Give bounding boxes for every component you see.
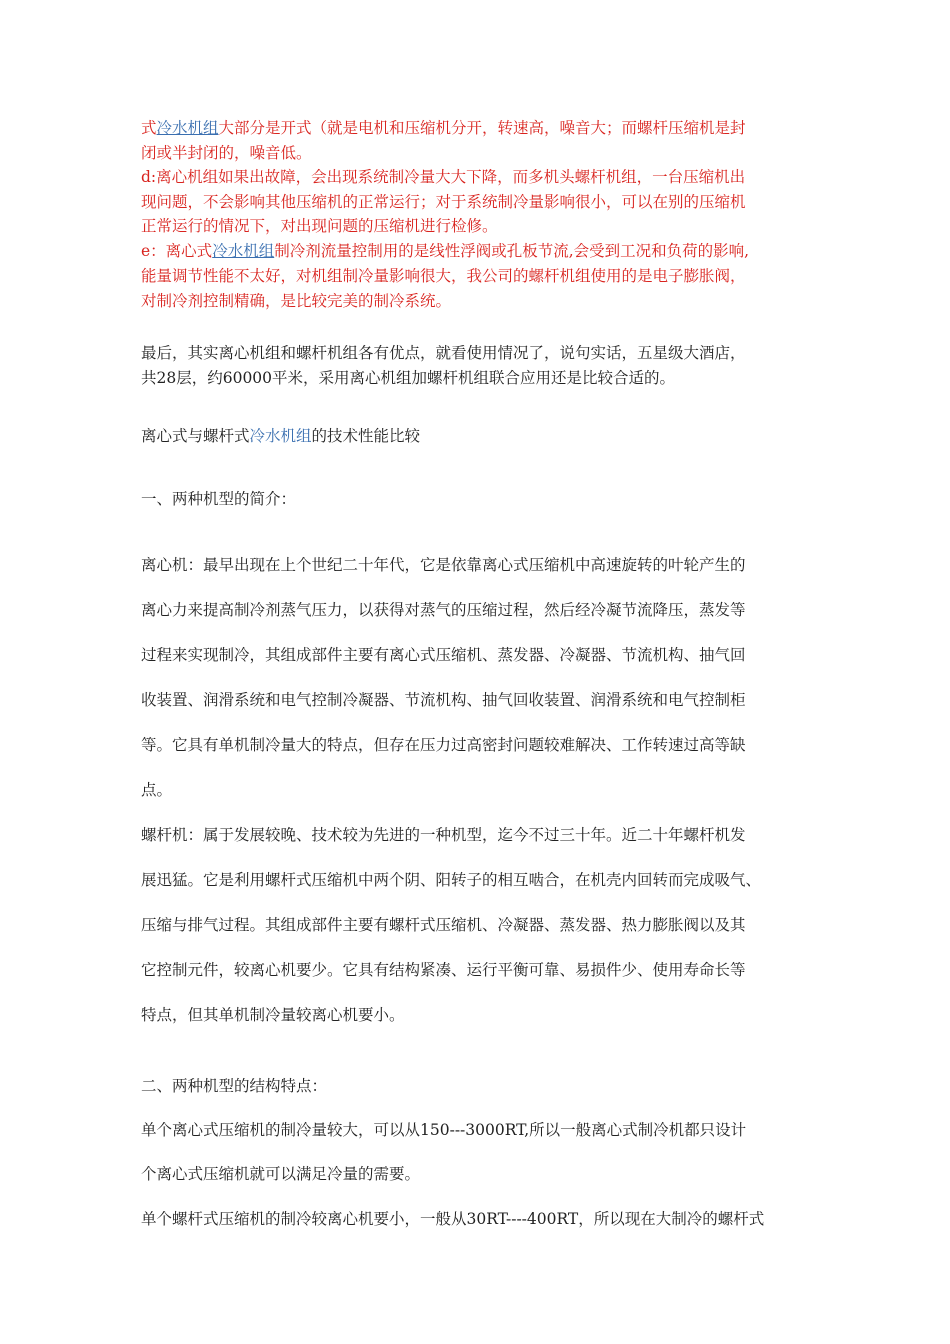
structure-line-2: 个离心式压缩机就可以满足冷量的需要。	[141, 1165, 421, 1183]
section-heading-1: 一、两种机型的简介：	[141, 490, 297, 508]
chiller-link[interactable]: 冷水机组	[156, 119, 219, 137]
screw-line-2: 展迅猛。它是利用螺杆式压缩机中两个阴、阳转子的相互啮合，在机壳内回转而完成吸气、	[141, 871, 762, 889]
chiller-link[interactable]: 冷水机组	[212, 242, 275, 260]
conclusion-line-1: 最后，其实离心机组和螺杆机组各有优点，就看使用情况了，说句实话，五星级大酒店，	[141, 344, 746, 362]
title-after: 的技术性能比较	[311, 427, 421, 445]
centrifugal-line-2: 离心力来提高制冷剂蒸气压力，以获得对蒸气的压缩过程，然后经冷凝节流降压，蒸发等	[141, 601, 746, 619]
screw-line-4: 它控制元件，较离心机要少。它具有结构紧凑、运行平衡可靠、易损件少、使用寿命长等	[141, 961, 746, 979]
red-text-segment: 闭或半封闭的，噪音低。	[141, 144, 312, 162]
screw-line-5: 特点，但其单机制冷量较离心机要小。	[141, 1006, 405, 1024]
conclusion-line-2: 共28层，约60000平米，采用离心机组加螺杆机组联合应用还是比较合适的。	[141, 369, 676, 387]
red-text-segment: 制冷剂流量控制用的是线性浮阀或孔板节流,会受到工况和负荷的影响,	[274, 242, 750, 260]
red-text-segment: 对制冷剂控制精确，是比较完美的制冷系统。	[141, 292, 452, 310]
centrifugal-line-1: 离心机：最早出现在上个世纪二十年代，它是依靠离心式压缩机中高速旋转的叶轮产生的	[141, 556, 746, 574]
red-line-3	[141, 165, 831, 190]
red-line-2	[141, 141, 831, 166]
centrifugal-line-6: 点。	[141, 781, 173, 799]
red-line-8	[141, 289, 831, 314]
red-line-1	[141, 116, 831, 141]
red-text-segment: d:离心机组如果出故障，会出现系统制冷量大大下降，而多机头螺杆机组，一台压缩机出	[141, 168, 746, 186]
centrifugal-line-3: 过程来实现制冷，其组成部件主要有离心式压缩机、蒸发器、冷凝器、节流机构、抽气回	[141, 646, 746, 664]
red-line-6	[141, 239, 831, 264]
article-title	[141, 424, 420, 446]
structure-line-3: 单个螺杆式压缩机的制冷较离心机要小，一般从30RT----400RT，所以现在大制冷的螺杆式	[141, 1210, 765, 1228]
section-heading-2: 二、两种机型的结构特点：	[141, 1077, 328, 1095]
red-line-5	[141, 214, 831, 239]
red-text-segment: 式	[141, 119, 157, 137]
red-text-segment: 能量调节性能不太好，对机组制冷量影响很大，我公司的螺杆机组使用的是电子膨胀阀，	[141, 267, 746, 285]
red-line-7	[141, 264, 831, 289]
title-keyword: 冷水机组	[249, 427, 312, 445]
red-text-segment: e：离心式	[141, 242, 213, 260]
red-text-segment: 大部分是开式（就是电机和压缩机分开，转速高，噪音大；而螺杆压缩机是封	[218, 119, 746, 137]
centrifugal-line-5: 等。它具有单机制冷量大的特点，但存在压力过高密封问题较难解决、工作转速过高等缺	[141, 736, 746, 754]
centrifugal-line-4: 收装置、润滑系统和电气控制冷凝器、节流机构、抽气回收装置、润滑系统和电气控制柜	[141, 691, 746, 709]
red-text-segment: 现问题，不会影响其他压缩机的正常运行；对于系统制冷量影响很小，可以在别的压缩机	[141, 193, 746, 211]
screw-line-1: 螺杆机：属于发展较晚、技术较为先进的一种机型，迄今不过三十年。近二十年螺杆机发	[141, 826, 746, 844]
red-line-4	[141, 190, 831, 215]
title-before: 离心式与螺杆式	[141, 427, 250, 445]
screw-line-3: 压缩与排气过程。其组成部件主要有螺杆式压缩机、冷凝器、蒸发器、热力膨胀阀以及其	[141, 916, 746, 934]
structure-line-1: 单个离心式压缩机的制冷量较大，可以从150---3000RT,所以一般离心式制冷机都只设计	[141, 1121, 747, 1139]
red-text-segment: 正常运行的情况下，对出现问题的压缩机进行检修。	[141, 217, 498, 235]
